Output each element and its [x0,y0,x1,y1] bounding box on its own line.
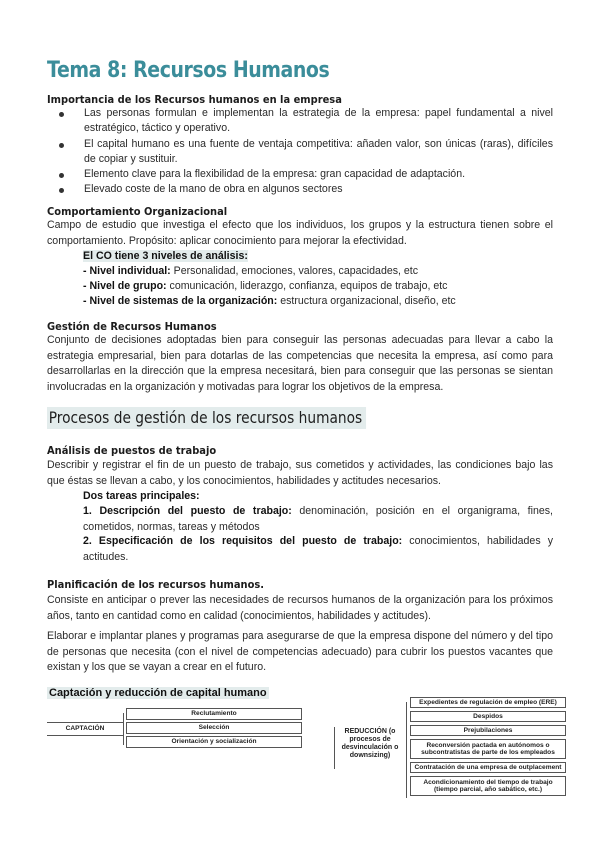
section-heading-procesos: Procesos de gestión de los recursos humanos [47,407,366,429]
reduccion-connector [406,702,407,798]
paragraph-planificacion-1: Consiste en anticipar o prever las necesidades de recursos humanos de la organización para los próximos años, tanto en cantidad como en calidad (conocimientos, habilidades y actitudes). [47,594,553,622]
heading-planificacion: Planificación de los recursos humanos. [47,578,265,591]
page-title: Tema 8: Recursos Humanos [47,58,330,83]
diagram-title: Captación y reducción de capital humano [49,687,267,699]
heading-comportamiento: Comportamiento Organizacional [47,205,228,218]
captacion-connector [123,713,124,745]
task-2 [83,534,553,565]
level-individual [83,264,418,279]
level-label: - Nivel individual: [83,265,171,277]
reduccion-item: Reconversión pactada en autónomos o subcontratistas de parte de los empleados [410,739,566,759]
reduccion-item: Prejubilaciones [410,725,566,736]
captacion-label: CAPTACIÓN [47,722,123,736]
level-text: estructura organizacional, diseño, etc [277,295,456,307]
reduccion-bracket [334,727,335,769]
heading-analisis: Análisis de puestos de trabajo [47,444,217,457]
task-label: 2. Especificación de los requisitos del puesto de trabajo: [83,535,403,547]
list-item: Las personas formulan e implementan la estrategia de la empresa: papel fundamental a nivel estratégico, táctico y operativo. [47,106,553,137]
level-sistemas [83,294,456,309]
level-text: comunicación, liderazgo, confianza, equipos de trabajo, etc [166,280,448,292]
list-item: Elevado coste de la mano de obra en algunos sectores [47,182,553,197]
paragraph-co: Campo de estudio que investiga el efecto que los individuos, los grupos y la estructura tienen sobre el comportamiento. Propósito: aplicar conocimiento para mejorar la efectividad. [47,219,553,247]
heading-importancia: Importancia de los Recursos humanos en la empresa [47,93,342,106]
importance-list [47,106,553,198]
list-item: Elemento clave para la flexibilidad de la empresa: gran capacidad de adaptación. [47,167,553,182]
level-label: - Nivel de sistemas de la organización: [83,295,278,307]
task-text: conocimientos, habilidades y actitudes. [83,535,553,563]
paragraph-planificacion-2: Elaborar e implantar planes y programas para asegurarse de que la empresa dispone del número y del tipo de personas que necesita (con el nivel de competencias adecuado) para cubrir los puestos vacantes que existan y los que se vayan a crear en el futuro. [47,630,553,674]
task-text: denominación, posición en el organigrama, fines, cometidos, normas, tareas y métodos [83,505,553,533]
level-label: - Nivel de grupo: [83,280,167,292]
tasks-title: Dos tareas principales: [83,490,200,502]
levels-title-text: El CO tiene 3 niveles de análisis: [83,250,248,262]
reduccion-item: Expedientes de regulación de empleo (ERE) [410,697,566,708]
paragraph-analisis: Describir y registrar el fin de un puesto de trabajo, sus cometidos y actividades, las condiciones bajo las que éstas se llevan a cabo, y los conocimientos, habilidades y actitudes necesarios. [47,459,553,487]
task-1 [83,504,553,535]
level-grupo [83,279,447,294]
captacion-item: Selección [126,722,302,734]
list-item: El capital humano es una fuente de ventaja competitiva: añaden valor, son únicas (raras), difíciles de copiar y sustituir. [47,137,553,168]
captacion-item: Reclutamiento [126,708,302,720]
captacion-item: Orientación y socialización [126,736,302,748]
paragraph-gestion: Conjunto de decisiones adoptadas bien para conseguir las personas adecuadas para llevar a cabo la estrategia empresarial, bien para dotarlas de las competencias que necesita la empresa, así como para desarrollarlas en la dirección que la empresa necesitará, bien para conseguir que las personas se sientan involucradas en la organización y motivadas para lograr los objetivos de la empresa. [47,334,553,393]
reduccion-item: Contratación de una empresa de outplacement [410,762,566,773]
task-label: 1. Descripción del puesto de trabajo: [83,505,292,517]
reduccion-label: REDUCCIÓN (o procesos de desvinculación o downsizing) [341,728,399,759]
reduccion-item: Despidos [410,711,566,722]
level-text: Personalidad, emociones, valores, capacidades, etc [170,265,419,277]
levels-title [83,249,248,264]
heading-gestion: Gestión de Recursos Humanos [47,320,217,333]
reduccion-item: Acondicionamiento del tiempo de trabajo (tiempo parcial, año sabático, etc.) [410,776,566,796]
